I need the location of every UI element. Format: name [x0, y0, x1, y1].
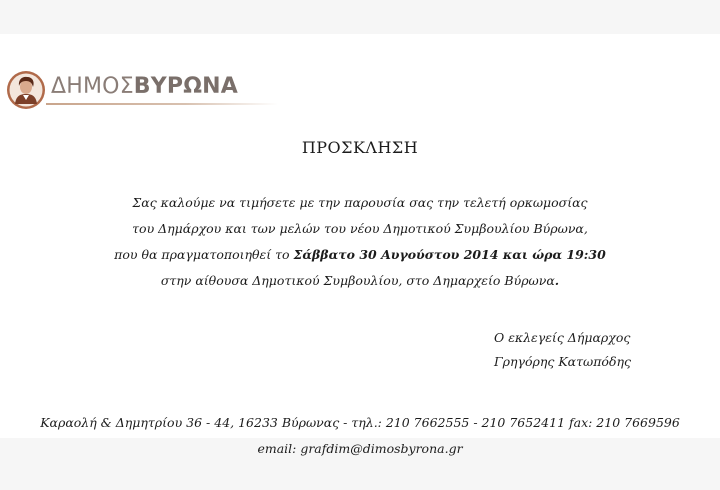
contact-address: Καραολή & Δημητρίου 36 - 44, 16233 Βύρωνας - τηλ.: 210 7662555 - 210 7652411 fax: 210 7669596	[40, 415, 680, 430]
signature-block	[494, 326, 631, 374]
event-date-time: Σάββατο 30 Αυγούστου 2014 και ώρα 19:30	[293, 247, 606, 262]
invitation-line-1: Σας καλούμε να τιμήσετε με την παρουσία σας την τελετή ορκωμοσίας	[132, 195, 588, 210]
invitation-line-4-end: .	[554, 273, 560, 288]
invitation-line-3-text: που θα πραγματοποιηθεί το	[114, 247, 294, 262]
lord-byron-portrait-icon	[6, 70, 46, 110]
invitation-line-3	[0, 242, 720, 268]
invitation-document	[0, 34, 720, 456]
invitation-line-2: του Δημάρχου και των μελών του νέου Δημοτικού Συμβουλίου Βύρωνα,	[132, 221, 588, 236]
contact-footer	[0, 410, 720, 462]
municipality-name	[51, 75, 238, 99]
document-title: ΠΡΟΣΚΛΗΣΗ	[301, 138, 419, 157]
contact-email: email: grafdim@dimosbyrona.gr	[257, 441, 463, 456]
invitation-body	[0, 190, 720, 294]
event-venue: στην αίθουσα Δημοτικού Συμβουλίου, στο Δημαρχείο Βύρωνα	[160, 273, 555, 288]
invitation-line-4	[0, 268, 720, 294]
logo-word-dimos: ΔΗΜΟΣ	[51, 74, 134, 99]
signer-name: Γρηγόρης Κατωπόδης	[494, 354, 631, 369]
signer-role: Ο εκλεγείς Δήμαρχος	[494, 330, 631, 345]
municipality-logo	[6, 70, 276, 110]
logo-word-vyrona: ΒΥΡΩΝΑ	[133, 74, 238, 99]
logo-underline	[46, 103, 278, 105]
